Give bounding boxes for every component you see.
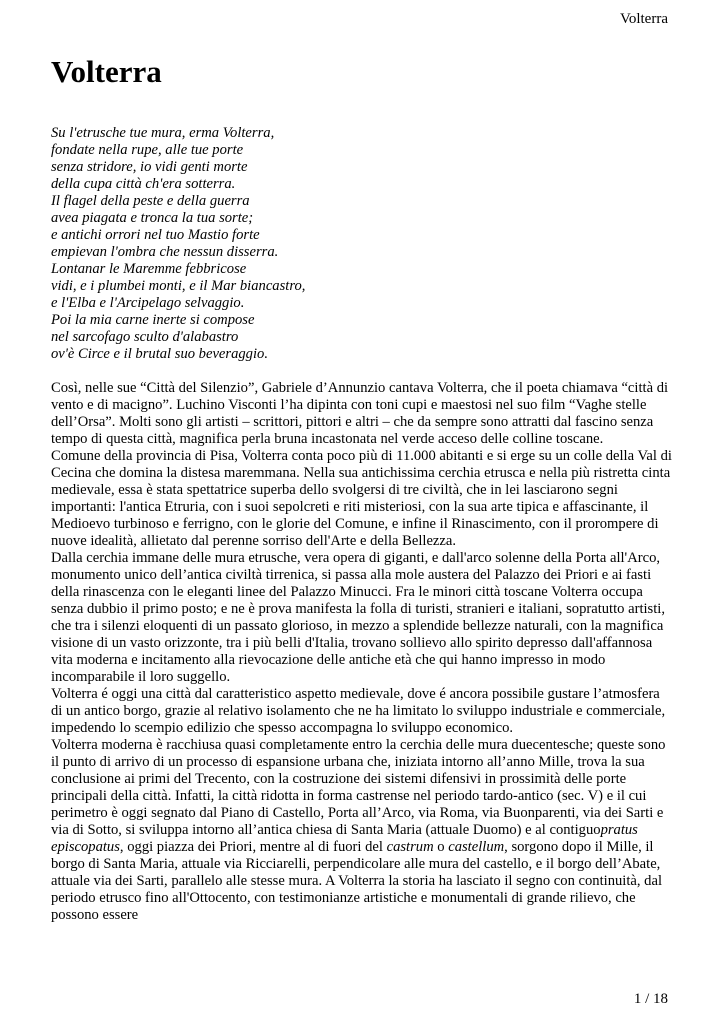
- poem-line: e l'Elba e l'Arcipelago selvaggio.: [51, 295, 245, 311]
- italic-term: castrum: [386, 839, 434, 855]
- italic-term: castellum: [448, 839, 505, 855]
- poem-line: e antichi orrori nel tuo Mastio forte: [51, 227, 260, 243]
- poem-line: senza stridore, io vidi genti morte: [51, 159, 248, 175]
- poem-line: Poi la mia carne inerte si compose: [51, 312, 255, 328]
- paragraph: Così, nelle sue “Città del Silenzio”, Gabriele d’Annunzio cantava Volterra, che il poeta chiamava “città di vento e di macigno”. Luchino Visconti l’ha dipinta con toni cupi e maestosi nel suo film “Vaghe stelle dell’Orsa”. Molti sono gli artisti – scrittori, pittori e altri – che da sempre sono attratti dal fascino senza tempo di questa città, magnifica perla bruna incastonata nel verde acceso delle colline toscane.: [51, 380, 669, 447]
- paragraph-text: o: [433, 839, 449, 855]
- poem-line: vidi, e i plumbei monti, e il Mar biancastro,: [51, 278, 306, 294]
- poem-line: fondate nella rupe, alle tue porte: [51, 142, 244, 158]
- poem-line: Su l'etrusche tue mura, erma Volterra,: [51, 125, 275, 141]
- poem-line: empievan l'ombra che nessun disserra.: [51, 244, 279, 260]
- paragraph-text: , oggi piazza dei Priori, mentre al di fuori del: [119, 839, 383, 855]
- paragraph: [51, 737, 672, 924]
- paragraph-text: Volterra moderna è racchiusa quasi completamente entro la cerchia delle mura duecentesche; queste sono il punto di arrivo di un processo di espansione urbana che, iniziata intorno all’anno Mille, trova la sua conclusione ai primi del Trecento, con la costruzione dei sistemi difensivi in prossimità delle porte principali della città. Infatti, la città ridotta in forma castrense nel periodo tardo-antico (sec. V) e il cui perimetro è oggi segnato dal Piano di Castello, Porta all’Arco, via Roma, via Buonparenti, via dei Sarti e via di Sotto, si sviluppa intorno all’antica chiesa di Santa Maria (attuale Duomo) e al contiguo: [51, 737, 666, 838]
- running-header: Volterra: [619, 11, 668, 27]
- poem-line: Lontanar le Maremme febbricose: [51, 261, 247, 277]
- poem-line: della cupa città ch'era sotterra.: [51, 176, 236, 192]
- paragraph-text: , sorgono dopo il Mille, il borgo di Santa Maria, attuale via Ricciarelli, perpendicolare alle mura del castello, e il borgo dell’Abate, attuale via dei Sarti, parallelo alle stesse mura. A Volterra la storia ha lasciato il segno con continuità, dal periodo etrusco fino all'Ottocento, con testimonianze artistiche e monumentali di grande rilievo, che possono essere: [51, 839, 662, 923]
- poem: [51, 125, 671, 363]
- poem-line: nel sarcofago sculto d'alabastro: [51, 329, 239, 345]
- paragraph: Dalla cerchia immane delle mura etrusche, vera opera di giganti, e dall'arco solenne della Porta all'Arco, monumento unico dell’antica civiltà tirrenica, si passa alla mole austera del Palazzo dei Priori e ai fasti della rinascenza con le eleganti linee del Palazzo Minucci. Fra le minori città toscane Volterra occupa senza dubbio il primo posto; e ne è prova manifesta la folla di turisti, stranieri e italiani, sopratutto artisti, che tra i silenzi eloquenti di un passato glorioso, in mezzo a splendide bellezze naturali, con la magnifica visione di un vasto orizzonte, tra i più belli d'Italia, trovano sollievo allo spirito depresso dall'affannosa vita moderna e incitamento alla rievocazione delle antiche età che qui hanno impresso in modo incomparabile il loro suggello.: [51, 550, 665, 685]
- page-title: Volterra: [51, 54, 162, 89]
- italic-term: pratus episcopatus: [51, 822, 638, 855]
- page-number: 1 / 18: [633, 991, 668, 1007]
- body-text: [51, 380, 672, 924]
- paragraph: Comune della provincia di Pisa, Volterra conta poco più di 11.000 abitanti e si erge su un colle della Val di Cecina che domina la distesa maremmana. Nella sua antichissima cerchia etrusca e nella più ristretta cinta medievale, essa è stata spettatrice superba dello svolgersi di tre civiltà, che in lei lasciarono segni importanti: l'antica Etruria, con i suoi sepolcreti e riti misteriosi, con la sua arte tipica e affascinante, il Medioevo turbinoso e ferrigno, con le glorie del Comune, e infine il Rinascimento, con il prorompere di nuove idealità, allietato dal perenne sorriso dell'Arte e della Bellezza.: [51, 448, 672, 549]
- poem-line: ov'è Circe e il brutal suo beveraggio.: [51, 346, 268, 362]
- poem-line: avea piagata e tronca la tua sorte;: [51, 210, 254, 226]
- paragraph: Volterra é oggi una città dal caratteristico aspetto medievale, dove é ancora possibile gustare l’atmosfera di un antico borgo, grazie al relativo isolamento che ne ha limitato lo sviluppo industriale e commerciale, impedendo lo scempio edilizio che spesso accompagna lo sviluppo economico.: [51, 686, 666, 736]
- poem-line: Il flagel della peste e della guerra: [51, 193, 250, 209]
